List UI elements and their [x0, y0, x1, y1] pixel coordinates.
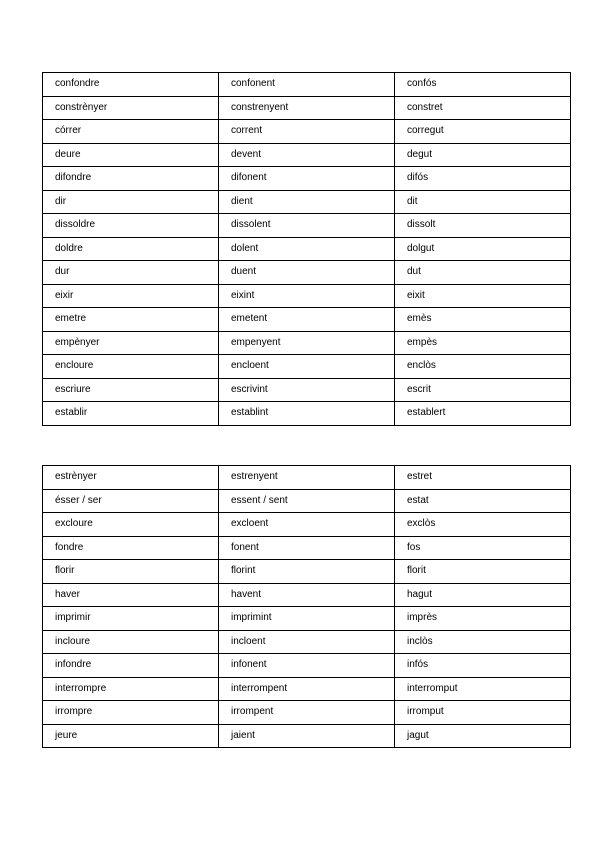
infinitive-cell: dissoldre [43, 214, 219, 238]
gerund-cell: devent [219, 143, 395, 167]
infinitive-cell: dir [43, 190, 219, 214]
infinitive-cell: excloure [43, 513, 219, 537]
infinitive-cell: córrer [43, 120, 219, 144]
infinitive-cell: difondre [43, 167, 219, 191]
table-row [43, 583, 571, 607]
participle-cell: escrit [395, 378, 571, 402]
participle-cell: estat [395, 489, 571, 513]
table-row [43, 701, 571, 725]
table-row [43, 724, 571, 748]
participle-cell: establert [395, 402, 571, 426]
table-row [43, 190, 571, 214]
gerund-cell: dolent [219, 237, 395, 261]
table-row [43, 560, 571, 584]
infinitive-cell: escriure [43, 378, 219, 402]
gerund-cell: essent / sent [219, 489, 395, 513]
participle-cell: dit [395, 190, 571, 214]
gerund-cell: eixint [219, 284, 395, 308]
infinitive-cell: florir [43, 560, 219, 584]
infinitive-cell: dur [43, 261, 219, 285]
table-row [43, 143, 571, 167]
gerund-cell: estrenyent [219, 466, 395, 490]
table-row [43, 261, 571, 285]
table-row [43, 654, 571, 678]
verb-table-2 [42, 465, 571, 748]
gerund-cell: irrompent [219, 701, 395, 725]
gerund-cell: interrompent [219, 677, 395, 701]
table-row [43, 466, 571, 490]
infinitive-cell: emetre [43, 308, 219, 332]
participle-cell: eixit [395, 284, 571, 308]
infinitive-cell: ésser / ser [43, 489, 219, 513]
gerund-cell: escrivint [219, 378, 395, 402]
infinitive-cell: imprimir [43, 607, 219, 631]
infinitive-cell: doldre [43, 237, 219, 261]
participle-cell: constret [395, 96, 571, 120]
gerund-cell: imprimint [219, 607, 395, 631]
table-row [43, 214, 571, 238]
participle-cell: florit [395, 560, 571, 584]
infinitive-cell: constrènyer [43, 96, 219, 120]
gerund-cell: establint [219, 402, 395, 426]
gerund-cell: fonent [219, 536, 395, 560]
participle-cell: fos [395, 536, 571, 560]
table-row [43, 607, 571, 631]
participle-cell: degut [395, 143, 571, 167]
gerund-cell: havent [219, 583, 395, 607]
table-row [43, 513, 571, 537]
table-row [43, 308, 571, 332]
gerund-cell: difonent [219, 167, 395, 191]
gerund-cell: jaient [219, 724, 395, 748]
gerund-cell: empenyent [219, 331, 395, 355]
gerund-cell: dient [219, 190, 395, 214]
table-row [43, 677, 571, 701]
table-row [43, 237, 571, 261]
gerund-cell: emetent [219, 308, 395, 332]
table-row [43, 96, 571, 120]
infinitive-cell: interrompre [43, 677, 219, 701]
participle-cell: confós [395, 73, 571, 97]
infinitive-cell: irrompre [43, 701, 219, 725]
table-row [43, 331, 571, 355]
participle-cell: enclòs [395, 355, 571, 379]
gerund-cell: encloent [219, 355, 395, 379]
participle-cell: inclòs [395, 630, 571, 654]
infinitive-cell: encloure [43, 355, 219, 379]
infinitive-cell: estrènyer [43, 466, 219, 490]
table-row [43, 120, 571, 144]
gerund-cell: duent [219, 261, 395, 285]
table-row [43, 630, 571, 654]
infinitive-cell: haver [43, 583, 219, 607]
infinitive-cell: confondre [43, 73, 219, 97]
gerund-cell: infonent [219, 654, 395, 678]
table-row [43, 378, 571, 402]
participle-cell: dolgut [395, 237, 571, 261]
participle-cell: hagut [395, 583, 571, 607]
participle-cell: infós [395, 654, 571, 678]
gerund-cell: confonent [219, 73, 395, 97]
participle-cell: irromput [395, 701, 571, 725]
table-row [43, 355, 571, 379]
infinitive-cell: establir [43, 402, 219, 426]
participle-cell: jagut [395, 724, 571, 748]
participle-cell: difós [395, 167, 571, 191]
gerund-cell: constrenyent [219, 96, 395, 120]
participle-cell: empès [395, 331, 571, 355]
verb-table-1 [42, 72, 571, 426]
participle-cell: dut [395, 261, 571, 285]
table-row [43, 167, 571, 191]
infinitive-cell: infondre [43, 654, 219, 678]
infinitive-cell: deure [43, 143, 219, 167]
table-row [43, 73, 571, 97]
participle-cell: dissolt [395, 214, 571, 238]
gerund-cell: dissolent [219, 214, 395, 238]
gerund-cell: incloent [219, 630, 395, 654]
gerund-cell: florint [219, 560, 395, 584]
participle-cell: interromput [395, 677, 571, 701]
infinitive-cell: fondre [43, 536, 219, 560]
participle-cell: exclòs [395, 513, 571, 537]
table-row [43, 536, 571, 560]
infinitive-cell: eixir [43, 284, 219, 308]
participle-cell: emès [395, 308, 571, 332]
table-row [43, 402, 571, 426]
participle-cell: estret [395, 466, 571, 490]
gerund-cell: excloent [219, 513, 395, 537]
table-row [43, 284, 571, 308]
infinitive-cell: empènyer [43, 331, 219, 355]
infinitive-cell: jeure [43, 724, 219, 748]
participle-cell: imprès [395, 607, 571, 631]
table-row [43, 489, 571, 513]
gerund-cell: corrent [219, 120, 395, 144]
infinitive-cell: incloure [43, 630, 219, 654]
participle-cell: corregut [395, 120, 571, 144]
